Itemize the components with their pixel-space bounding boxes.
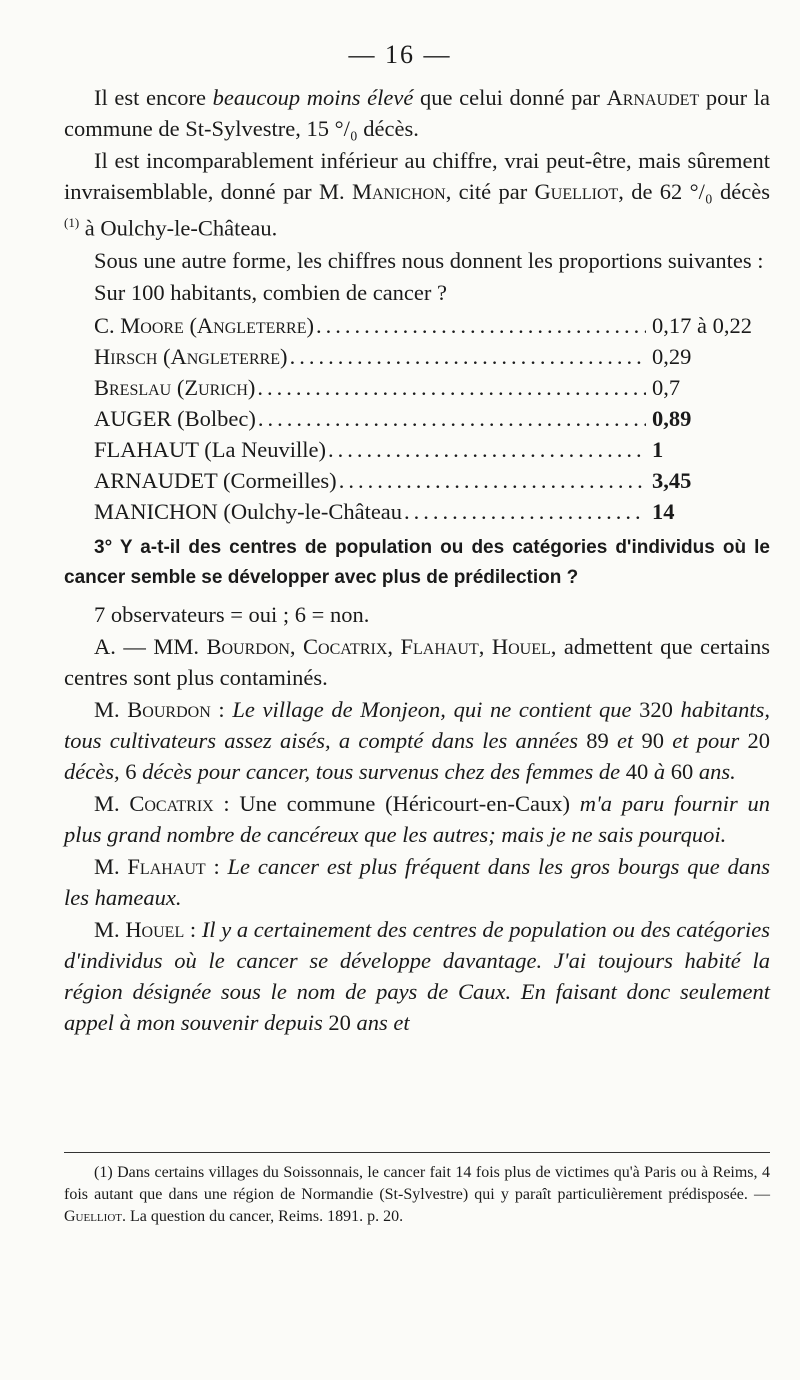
author-names: Bourdon, Cocatrix, Flahaut, Houel xyxy=(206,633,551,659)
text-run: que celui donné par xyxy=(413,85,607,110)
paragraph-flahaut xyxy=(64,851,770,913)
paragraph-proportions: Sous une autre forme, les chiffres nous donnent les proportions suivantes : xyxy=(94,247,764,273)
row-label: Breslau (Zurich) xyxy=(94,374,256,400)
table-row xyxy=(94,434,770,465)
emphasis: ans. xyxy=(698,758,736,784)
emphasis: et pour xyxy=(672,727,740,753)
emphasis: Il y a certainement des centres de population ou des catégories d'individus où le cancer se développe davantage. J'ai toujours habité la région désignée sous le nom de pays de Caux. En faisant donc seulement appel à mon souvenir depuis xyxy=(64,916,770,1035)
text-run: 20 xyxy=(322,1009,357,1035)
row-value: 0,89 xyxy=(652,405,692,431)
author-name: Houel xyxy=(125,916,185,942)
leader-dots xyxy=(258,403,646,434)
text-run: : xyxy=(205,853,228,879)
question-heading: 3° Y a-t-il des centres de population ou des catégories d'individus où le cancer semble se développer avec plus de prédilection ? xyxy=(64,536,770,588)
emphasis: Le village de Monjeon, qui ne contient que xyxy=(232,696,632,722)
text-run: M. xyxy=(94,696,128,722)
paragraph-cocatrix xyxy=(64,788,770,850)
text-run: : xyxy=(184,916,202,942)
paragraph-arnaudet xyxy=(64,82,770,144)
text-run: pour la commune de St-Sylvestre, 15 °/₀ décès. xyxy=(64,85,770,141)
text-run: : Une commune (Héricourt-en-Caux) xyxy=(213,790,580,816)
table-row xyxy=(94,310,770,341)
table-row xyxy=(94,403,770,434)
row-label: Hirsch (Angleterre) xyxy=(94,343,288,369)
row-label: C. Moore (Angleterre) xyxy=(94,312,314,338)
paragraph-bourdon xyxy=(64,694,770,787)
author-name: Manichon xyxy=(351,179,446,204)
row-label: AUGER (Bolbec) xyxy=(94,405,256,431)
table-row xyxy=(94,465,770,496)
text-run: Il est incomparablement inférieur au chiffre, vrai peut-être, mais sûrement invraisemblable, donné par M. xyxy=(64,148,770,204)
text-run: Il est encore xyxy=(94,85,213,110)
row-value: 14 xyxy=(652,498,675,524)
leader-dots xyxy=(316,310,646,341)
table-row xyxy=(94,496,770,527)
row-value: 0,29 xyxy=(652,343,692,369)
emphasis: m'a paru fournir un plus grand nombre de cancéreux que les autres; mais je ne sais pourquoi. xyxy=(64,790,770,847)
author-name: Flahaut xyxy=(127,853,206,879)
text-run: . La question du cancer, Reims. 1891. p. 20. xyxy=(121,1208,404,1225)
paragraph-question-100: Sur 100 habitants, combien de cancer ? xyxy=(94,279,448,305)
author-name: Guelliot xyxy=(64,1208,122,1225)
proportion-table xyxy=(94,310,770,527)
text-run: , cité par xyxy=(445,179,535,204)
table-row xyxy=(94,341,770,372)
text-run: à Oulchy-le-Château. xyxy=(79,215,278,241)
row-value: 0,17 à 0,22 xyxy=(652,312,752,338)
text-run: 40 xyxy=(620,758,654,784)
emphasis: habitants, tous cultivateurs assez aisés, a compté dans les années xyxy=(64,696,770,753)
emphasis: ans et xyxy=(356,1009,410,1035)
page-number: — 16 — xyxy=(348,40,452,69)
text-run: M. xyxy=(94,853,128,879)
paragraph-votes: 7 observateurs = oui ; 6 = non. xyxy=(94,601,370,627)
emphasis: et xyxy=(617,727,634,753)
leader-dots xyxy=(290,341,646,372)
leader-dots xyxy=(339,465,646,496)
text-run: 90 xyxy=(633,727,673,753)
emphasis: décès pour cancer, tous survenus chez des femmes de xyxy=(142,758,621,784)
leader-dots xyxy=(328,434,646,465)
emphasis: à xyxy=(653,758,666,784)
main-text xyxy=(64,82,770,1039)
footnote-divider xyxy=(64,1152,770,1153)
leader-dots xyxy=(404,496,646,527)
row-label: MANICHON (Oulchy-le-Château xyxy=(94,498,403,524)
emphasis: décès, xyxy=(64,758,120,784)
row-value: 1 xyxy=(652,436,664,462)
text-run: (1) Dans certains villages du Soissonnais, le cancer fait 14 fois plus de victimes qu'à Paris ou à Reims, 4 fois autant que dans une région de Normandie (St-Sylvestre) qui y paraît particulièrement prédisposée. — xyxy=(64,1164,770,1203)
text-run: , de 62 °/₀ décès xyxy=(618,179,770,204)
text-run: A. — MM. xyxy=(94,633,207,659)
row-label: FLAHAUT (La Neuville) xyxy=(94,436,327,462)
author-name: Cocatrix xyxy=(129,790,214,816)
text-run: 320 xyxy=(631,696,681,722)
text-run: M. xyxy=(94,790,130,816)
leader-dots xyxy=(257,372,646,403)
footnote-ref: (1) xyxy=(64,215,80,230)
row-value: 3,45 xyxy=(652,467,692,493)
author-name: Bourdon xyxy=(127,696,211,722)
row-value: 0,7 xyxy=(652,374,681,400)
emphasis: beaucoup moins élevé xyxy=(212,85,414,110)
author-name: Guelliot xyxy=(534,179,619,204)
text-run: : xyxy=(210,696,233,722)
paragraph-a xyxy=(64,631,770,693)
paragraph-manichon xyxy=(64,145,770,244)
table-row xyxy=(94,372,770,403)
author-name: Arnaudet xyxy=(606,85,700,110)
paragraph-houel xyxy=(64,914,770,1038)
text-run: 20 xyxy=(739,727,771,753)
text-run: , admettent que certains centres sont plus contaminés. xyxy=(64,633,771,690)
text-run: 89 xyxy=(578,727,618,753)
text-run: M. xyxy=(94,916,126,942)
text-run: 60 xyxy=(665,758,699,784)
footnote xyxy=(64,1162,770,1228)
emphasis: Le cancer est plus fréquent dans les gros bourgs que dans les hameaux. xyxy=(64,853,770,910)
text-run: 6 xyxy=(119,758,143,784)
row-label: ARNAUDET (Cormeilles) xyxy=(94,467,337,493)
